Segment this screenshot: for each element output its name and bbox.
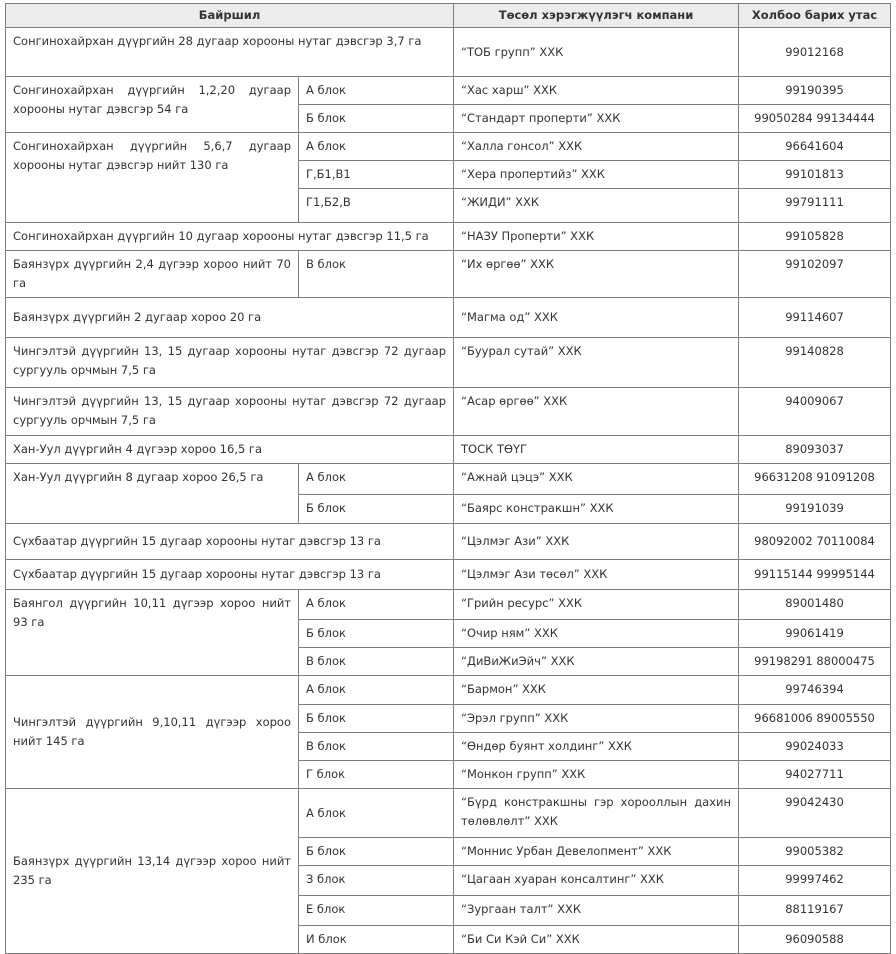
company-cell: “Монкон групп” ХХК [454,761,739,789]
company-cell: “Магма од” ХХК [454,298,739,338]
block-cell: А блок [299,676,454,705]
company-cell: “Асар өргөө” ХХК [454,388,739,436]
block-cell: Е блок [299,896,454,926]
phone-cell: 99005382 [739,838,891,866]
company-cell: “Хера пропертийз” ХХК [454,161,739,189]
company-cell: “Бармон” ХХК [454,676,739,705]
table-row [6,789,891,838]
company-cell: “Цэлмэг Ази” ХХК [454,524,739,560]
block-cell: В блок [299,733,454,761]
block-cell: А блок [299,464,454,495]
location-cell: Сонгинохайрхан дүүргийн 28 дугаар хорооны нутаг дэвсгэр 3,7 га [6,28,454,77]
company-cell: “Би Си Кэй Си” ХХК [454,926,739,954]
table-row [6,464,891,495]
table-row [6,28,891,77]
block-cell: Г блок [299,761,454,789]
phone-cell: 99190395 [739,77,891,105]
phone-cell: 99191039 [739,495,891,524]
location-cell: Сонгинохайрхан дүүргийн 10 дугаар хорооны нутаг дэвсгэр 11,5 га [6,223,454,251]
block-cell: З блок [299,866,454,896]
column-header-location: Байршил [6,4,454,28]
block-cell: Г,Б1,В1 [299,161,454,189]
table-row [6,524,891,560]
phone-cell: 99746394 [739,676,891,705]
table-header-row [6,4,891,28]
table-row [6,388,891,436]
company-cell: “Бүрд констракшны гэр хорооллын дахин төлөвлөлт” ХХК [454,789,739,838]
location-cell: Чингэлтэй дүүргийн 13, 15 дугаар хорооны нутаг дэвсгэр 72 дугаар сургууль орчмын 7,5 га [6,388,454,436]
phone-cell: 99050284 99134444 [739,105,891,133]
location-cell: Чингэлтэй дүүргийн 9,10,11 дүгээр хороо нийт 145 га [6,676,299,789]
company-cell: “НАЗУ Проперти” ХХК [454,223,739,251]
company-cell: “Цэлмэг Ази төсөл” ХХК [454,560,739,590]
phone-cell: 99102097 [739,251,891,298]
location-cell: Баянзүрх дүүргийн 13,14 дүгээр хороо нийт 235 га [6,789,299,954]
location-cell: Сонгинохайрхан дүүргийн 5,6,7 дугаар хорооны нутаг дэвсгэр нийт 130 га [6,133,299,223]
block-cell: А блок [299,789,454,838]
phone-cell: 99140828 [739,338,891,388]
block-cell: Б блок [299,705,454,733]
company-cell: “ЖИДИ” ХХК [454,189,739,223]
block-cell: И блок [299,926,454,954]
company-cell: “Хас харш” ХХК [454,77,739,105]
block-cell: В блок [299,251,454,298]
table-row [6,590,891,620]
table-row [6,676,891,705]
location-cell: Сүхбаатар дүүргийн 15 дугаар хорооны нутаг дэвсгэр 13 га [6,560,454,590]
phone-cell: 96641604 [739,133,891,161]
phone-cell: 89093037 [739,436,891,464]
company-cell: “Стандарт проперти” ХХК [454,105,739,133]
phone-cell: 98092002 70110084 [739,524,891,560]
company-cell: “Очир ням” ХХК [454,620,739,648]
company-cell: “Моннис Урбан Девелопмент” ХХК [454,838,739,866]
table-row [6,223,891,251]
block-cell: А блок [299,133,454,161]
company-cell: “Эрэл групп” ХХК [454,705,739,733]
table-row [6,133,891,161]
location-cell: Сүхбаатар дүүргийн 15 дугаар хорооны нутаг дэвсгэр 13 га [6,524,454,560]
phone-cell: 96090588 [739,926,891,954]
location-cell: Чингэлтэй дүүргийн 13, 15 дугаар хорооны нутаг дэвсгэр 72 дугаар сургууль орчмын 7,5 га [6,338,454,388]
table-row [6,251,891,298]
location-cell: Баянзүрх дүүргийн 2 дугаар хороо 20 га [6,298,454,338]
location-cell: Баянзүрх дүүргийн 2,4 дүгээр хороо нийт 70 га [6,251,299,298]
block-cell: Б блок [299,838,454,866]
block-cell: А блок [299,590,454,620]
company-cell: “Цагаан хуаран консалтинг” ХХК [454,866,739,896]
phone-cell: 96631208 91091208 [739,464,891,495]
phone-cell: 99791111 [739,189,891,223]
company-cell: ТОСК ТӨҮГ [454,436,739,464]
phone-cell: 99061419 [739,620,891,648]
block-cell: Б блок [299,105,454,133]
column-header-phone: Холбоо барих утас [739,4,891,28]
table-row [6,436,891,464]
phone-cell: 99997462 [739,866,891,896]
company-cell: “Халла гонсол” ХХК [454,133,739,161]
phone-cell: 94027711 [739,761,891,789]
company-cell: “Өндөр буянт холдинг” ХХК [454,733,739,761]
company-cell: “Их өргөө” ХХК [454,251,739,298]
block-cell: А блок [299,77,454,105]
phone-cell: 99101813 [739,161,891,189]
table-row [6,77,891,105]
phone-cell: 99198291 88000475 [739,648,891,676]
location-cell: Хан-Уул дүүргийн 8 дугаар хороо 26,5 га [6,464,299,524]
phone-cell: 99012168 [739,28,891,77]
table-row [6,298,891,338]
column-header-company: Төсөл хэрэгжүүлэгч компани [454,4,739,28]
location-cell: Баянгол дүүргийн 10,11 дүгээр хороо нийт 93 га [6,590,299,676]
block-cell: Г1,Б2,В [299,189,454,223]
block-cell: Б блок [299,495,454,524]
phone-cell: 96681006 89005550 [739,705,891,733]
table-row [6,338,891,388]
phone-cell: 99105828 [739,223,891,251]
projects-table [5,3,891,954]
company-cell: “Буурал сутай” ХХК [454,338,739,388]
company-cell: “Баярс констракшн” ХХК [454,495,739,524]
phone-cell: 99115144 99995144 [739,560,891,590]
phone-cell: 99024033 [739,733,891,761]
table-row [6,560,891,590]
phone-cell: 89001480 [739,590,891,620]
block-cell: Б блок [299,620,454,648]
phone-cell: 99114607 [739,298,891,338]
block-cell: В блок [299,648,454,676]
phone-cell: 88119167 [739,896,891,926]
company-cell: “Грийн ресурс” ХХК [454,590,739,620]
phone-cell: 94009067 [739,388,891,436]
company-cell: “ТОБ групп” ХХК [454,28,739,77]
company-cell: “Ажнай цэцэ” ХХК [454,464,739,495]
company-cell: “Зургаан талт” ХХК [454,896,739,926]
company-cell: “ДиВиЖиЭйч” ХХК [454,648,739,676]
phone-cell: 99042430 [739,789,891,838]
location-cell: Сонгинохайрхан дүүргийн 1,2,20 дугаар хорооны нутаг дэвсгэр 54 га [6,77,299,133]
location-cell: Хан-Уул дүүргийн 4 дүгээр хороо 16,5 га [6,436,454,464]
